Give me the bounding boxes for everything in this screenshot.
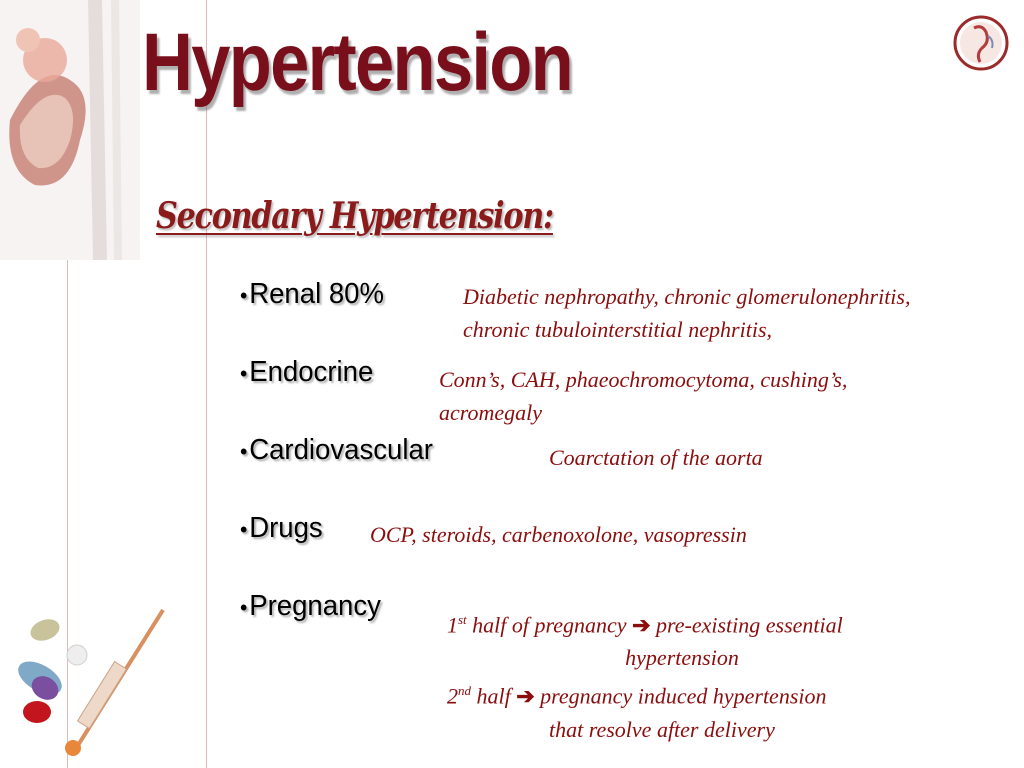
first-num: 1 [447,612,458,638]
slide-title: Hypertension [142,17,572,108]
endocrine-detail-line: Conn’s, CAH, phaeochromocytoma, cushing’s, [439,367,848,392]
first-sup: st [458,612,467,627]
cardiovascular-details [549,441,763,474]
endocrine-details [439,363,847,429]
bullet-endocrine [240,356,373,389]
pregnancy-second-half [447,674,907,712]
renal-details [463,280,910,346]
renal-detail-line: chronic tubulointerstitial nephritis, [463,317,773,342]
bullet-label: Cardiovascular [249,434,433,466]
bullet-renal [240,278,384,311]
pregnancy-details [447,603,907,746]
pills-syringe-illustration-icon [15,600,185,768]
slide-subtitle: Secondary Hypertension: [156,195,553,237]
bullet-dot: • [240,517,248,542]
drugs-details [370,518,747,551]
kidney-illustration-icon [0,0,140,260]
pregnancy-first-half [447,603,907,641]
cardiovascular-detail-line: Coarctation of the aorta [549,445,763,470]
pregnancy-first-half-cont: hypertension [625,645,739,671]
bullet-label: Pregnancy [249,590,381,622]
second-num: 2 [447,683,458,709]
bullet-drugs [240,512,323,545]
anatomy-logo-icon [952,14,1010,72]
pregnancy-second-half-cont: that resolve after delivery [549,716,775,742]
bullet-dot: • [240,361,248,386]
second-text2: pregnancy induced hypertension [534,683,827,709]
second-text: half [471,683,517,709]
bullet-dot: • [240,595,248,620]
renal-detail-line: Diabetic nephropathy, chronic glomerulonephritis, [463,284,911,309]
bullet-dot: • [240,283,248,308]
arrow-right-icon: ➔ [632,612,651,638]
first-text2: pre-existing essential [650,612,843,638]
second-sup: nd [458,683,471,699]
drugs-detail-line: OCP, steroids, carbenoxolone, vasopressin [370,522,747,547]
first-text: half of pregnancy [466,612,633,638]
bullet-dot: • [240,439,248,464]
bullet-label: Drugs [249,512,323,544]
bullet-cardiovascular [240,434,433,467]
bullet-label: Renal 80% [249,278,384,310]
endocrine-detail-line: acromegaly [439,400,543,425]
bullet-label: Endocrine [249,356,374,388]
bullet-pregnancy [240,590,381,623]
arrow-right-icon: ➔ [516,683,535,709]
